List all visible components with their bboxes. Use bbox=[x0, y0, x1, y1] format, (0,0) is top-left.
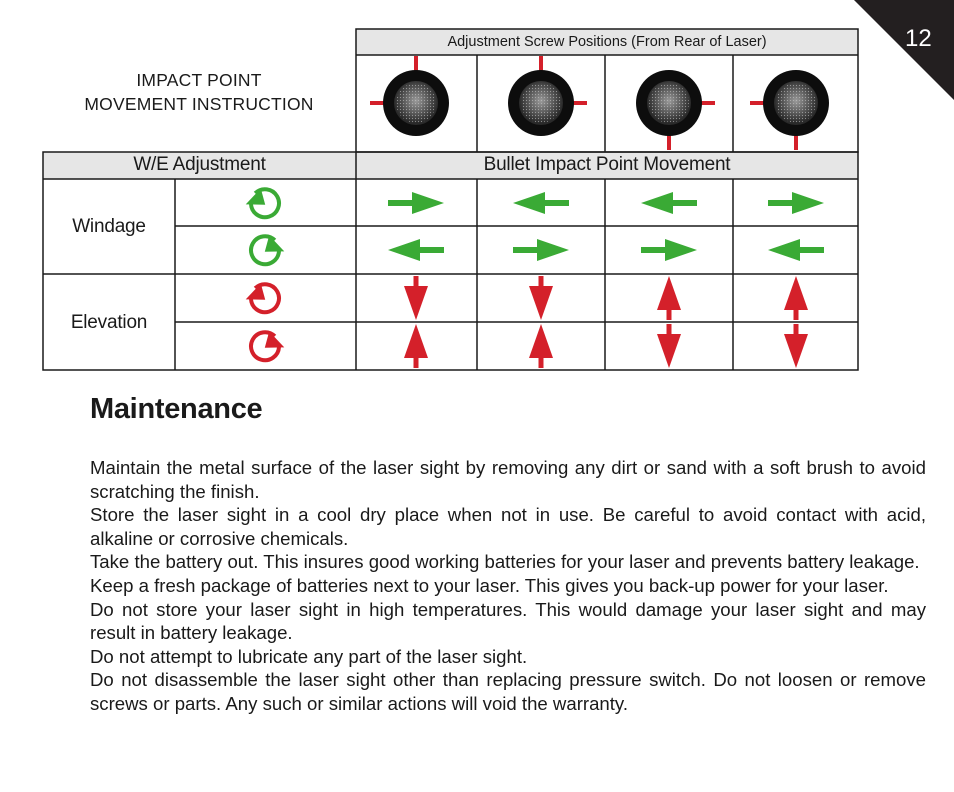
screw-diagram-bottom-right bbox=[636, 70, 715, 150]
arrow-left bbox=[388, 239, 444, 261]
movement-arrows bbox=[388, 192, 824, 368]
impact-title-line-1: IMPACT POINT bbox=[136, 70, 262, 90]
elevation-label: Elevation bbox=[70, 312, 148, 333]
arrow-down bbox=[784, 324, 808, 368]
counterclockwise-rotation-icon bbox=[242, 283, 279, 312]
clockwise-rotation-icon bbox=[251, 235, 288, 264]
maintenance-paragraph: Do not store your laser sight in high temperatures. This would damage your laser sight and may result in battery leakage. bbox=[90, 598, 926, 644]
maintenance-title: Maintenance bbox=[90, 393, 263, 425]
maintenance-paragraph: Keep a fresh package of batteries next to your laser. This gives you back-up power for your laser. bbox=[90, 574, 889, 596]
arrow-up bbox=[784, 276, 808, 320]
screw-diagram-top-right bbox=[508, 56, 587, 136]
we-adjustment-header: W/E Adjustment bbox=[133, 154, 266, 175]
lens-texture bbox=[649, 83, 689, 123]
arrow-down bbox=[657, 324, 681, 368]
counterclockwise-rotation-icon bbox=[242, 188, 279, 217]
arrow-right bbox=[641, 239, 697, 261]
arrow-right bbox=[388, 192, 444, 214]
arrow-left bbox=[641, 192, 697, 214]
arrow-left bbox=[513, 192, 569, 214]
maintenance-paragraph: Store the laser sight in a cool dry place when not in use. Be careful to avoid contact with acid, alkaline or corrosive chemicals. bbox=[90, 504, 926, 549]
windage-label: Windage bbox=[72, 216, 146, 237]
screw-position-row bbox=[370, 56, 829, 150]
lens-texture bbox=[521, 83, 561, 123]
impact-title-line-2: MOVEMENT INSTRUCTION bbox=[84, 94, 314, 114]
maintenance-paragraph: Do not attempt to lubricate any part of the laser sight. bbox=[90, 645, 528, 667]
arrow-right bbox=[768, 192, 824, 214]
lens-texture bbox=[776, 83, 816, 123]
bullet-movement-header: Bullet Impact Point Movement bbox=[483, 154, 731, 175]
lens-texture bbox=[396, 83, 436, 123]
arrow-up bbox=[529, 324, 553, 368]
page-number: 12 bbox=[905, 25, 932, 52]
arrow-left bbox=[768, 239, 824, 261]
maintenance-paragraph: Take the battery out. This insures good working batteries for your laser and prevents battery leakage. bbox=[90, 551, 920, 573]
clockwise-rotation-icon bbox=[251, 331, 288, 360]
arrow-up bbox=[404, 324, 428, 368]
maintenance-paragraph: Do not disassemble the laser sight other than replacing pressure switch. Do not loosen or remove screws or parts. Any such or similar actions will void the warranty. bbox=[90, 669, 926, 714]
screw-diagram-bottom-left bbox=[750, 70, 829, 150]
arrow-down bbox=[529, 276, 553, 320]
arrow-down bbox=[404, 276, 428, 320]
screw-positions-header: Adjustment Screw Positions (From Rear of Laser) bbox=[447, 34, 767, 50]
arrow-right bbox=[513, 239, 569, 261]
maintenance-paragraph: Maintain the metal surface of the laser sight by removing any dirt or sand with a soft brush to avoid scratching the finish. bbox=[90, 457, 926, 502]
screw-diagram-top-left bbox=[370, 56, 449, 136]
arrow-up bbox=[657, 276, 681, 320]
maintenance-body bbox=[90, 456, 926, 716]
